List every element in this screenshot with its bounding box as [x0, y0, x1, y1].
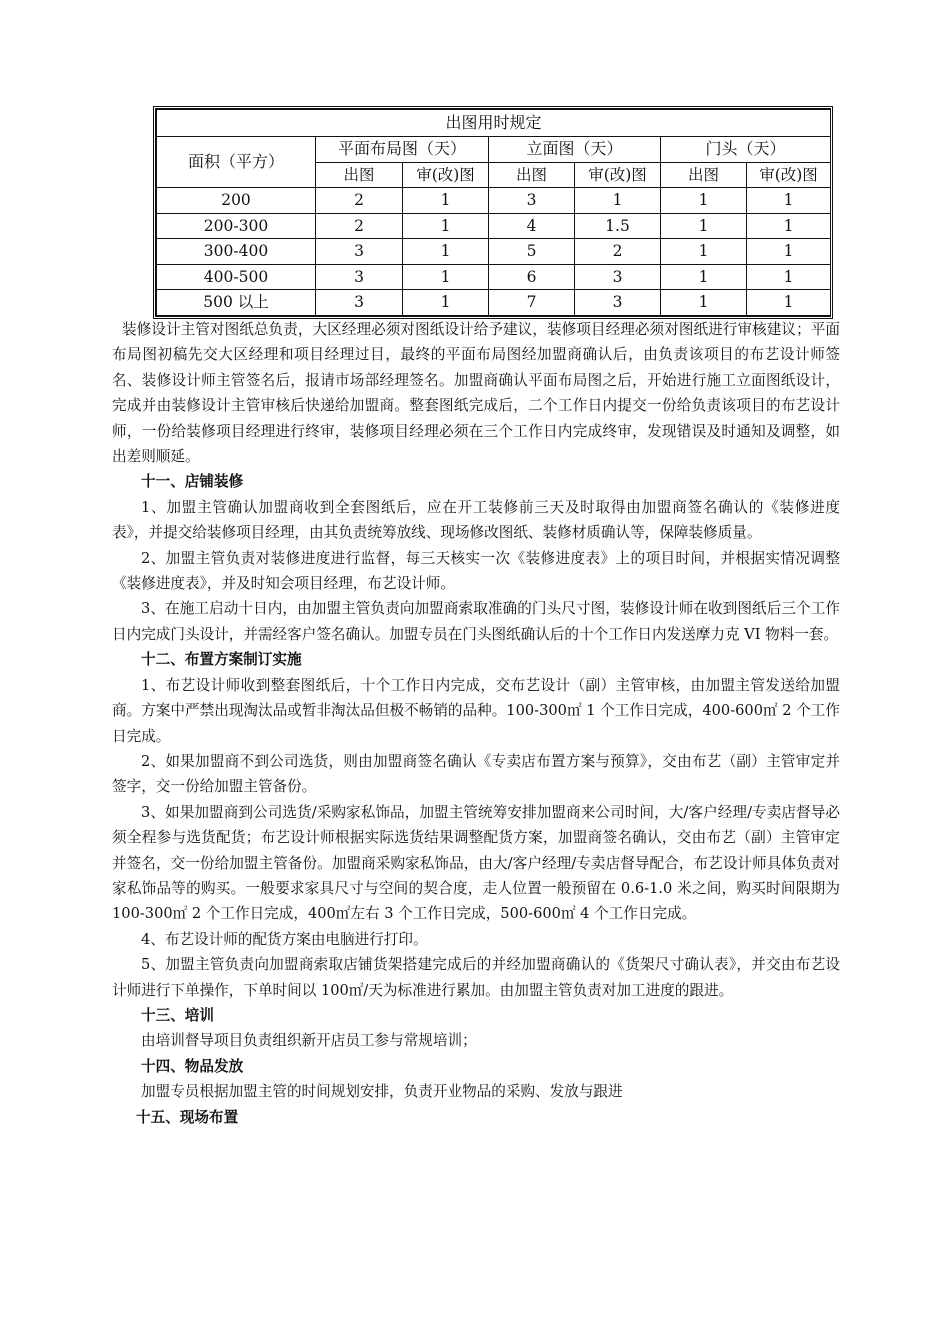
paragraph-11-1: 1、加盟主管确认加盟商收到全套图纸后，应在开工装修前三天及时取得由加盟商签名确认的《装修进度表》，并提交给装修项目经理，由其负责统筹放线、现场修改图纸、装修材质确认等，保障装修质量。	[112, 498, 840, 542]
group-header-storefront: 门头（天）	[661, 137, 831, 163]
table-cell: 1	[747, 188, 831, 214]
area-header: 面积（平方）	[157, 137, 316, 188]
table-cell: 200	[157, 188, 316, 214]
table-cell: 5	[489, 239, 575, 265]
table-cell: 1	[661, 213, 747, 239]
table-cell: 1	[747, 239, 831, 265]
table-cell: 400-500	[157, 264, 316, 290]
document-body	[112, 317, 840, 1130]
table-cell: 1	[403, 264, 489, 290]
table-row	[157, 239, 831, 265]
paragraph-14: 加盟专员根据加盟主管的时间规划安排，负责开业物品的采购、发放与跟进	[141, 1083, 623, 1101]
sub-header: 审(改)图	[575, 162, 661, 188]
sub-header: 审(改)图	[747, 162, 831, 188]
sub-header: 出图	[316, 162, 403, 188]
table-cell: 2	[316, 213, 403, 239]
section-heading-13: 十三、培训	[141, 1006, 214, 1024]
intro-paragraph: 装修设计主管对图纸总负责，大区经理必须对图纸设计给予建议，装修项目经理必须对图纸进行审核建议；平面布局图初稿先交大区经理和项目经理过目，最终的平面布局图经加盟商确认后，由负责该项目的布艺设计师签名、装修设计师主管签名后，报请市场部经理签名。加盟商确认平面布局图之后，开始进行施工立面图纸设计，完成并由装修设计主管审核后快递给加盟商。整套图纸完成后，二个工作日内提交一份给负责该项目的布艺设计师，一份给装修项目经理进行终审，装修项目经理必须在三个工作日内完成终审，发现错误及时通知及调整，如出差则顺延。	[112, 321, 840, 466]
table-cell: 6	[489, 264, 575, 290]
paragraph-12-5: 5、加盟主管负责向加盟商索取店铺货架搭建完成后的并经加盟商确认的《货架尺寸确认表》，并交由布艺设计师进行下单操作，下单时间以 100㎡/天为标准进行累加。由加盟主管负责对加工进度的跟进。	[112, 956, 840, 999]
table-cell: 3	[575, 264, 661, 290]
table-cell: 4	[489, 213, 575, 239]
paragraph-12-4: 4、布艺设计师的配货方案由电脑进行打印。	[141, 930, 428, 948]
table-cell: 1	[747, 264, 831, 290]
table-cell: 3	[489, 188, 575, 214]
table-cell: 3	[575, 290, 661, 316]
sub-header: 审(改)图	[403, 162, 489, 188]
table-cell: 3	[316, 239, 403, 265]
table-title: 出图用时规定	[157, 110, 831, 137]
table-cell: 200-300	[157, 213, 316, 239]
paragraph-11-3: 3、在施工启动十日内，由加盟主管负责向加盟商索取准确的门头尺寸图，装修设计师在收到图纸后三个工作日内完成门头设计，并需经客户签名确认。加盟专员在门头图纸确认后的十个工作日内发送摩力克 VI 物料一套。	[112, 600, 840, 643]
table-cell: 1	[575, 188, 661, 214]
table-cell: 1	[661, 290, 747, 316]
section-heading-15: 十五、现场布置	[136, 1108, 239, 1126]
table-cell: 3	[316, 264, 403, 290]
table-cell: 1.5	[575, 213, 661, 239]
table-cell: 1	[661, 239, 747, 265]
drawing-time-table	[153, 106, 833, 319]
paragraph-12-2: 2、如果加盟商不到公司选货，则由加盟商签名确认《专卖店布置方案与预算》，交由布艺（副）主管审定并签字，交一份给加盟主管备份。	[112, 752, 840, 796]
table-cell: 1	[747, 213, 831, 239]
section-heading-14: 十四、物品发放	[141, 1057, 244, 1075]
table-row	[157, 290, 831, 316]
paragraph-13: 由培训督导项目负责组织新开店员工参与常规培训；	[141, 1032, 477, 1050]
table-cell: 500 以上	[157, 290, 316, 316]
table-cell: 1	[403, 239, 489, 265]
table-cell: 1	[403, 213, 489, 239]
table-cell: 1	[403, 290, 489, 316]
table-row	[157, 213, 831, 239]
sub-header: 出图	[489, 162, 575, 188]
table-cell: 3	[316, 290, 403, 316]
table-cell: 1	[661, 188, 747, 214]
section-heading-11: 十一、店铺装修	[141, 473, 244, 491]
paragraph-11-2: 2、加盟主管负责对装修进度进行监督，每三天核实一次《装修进度表》上的项目时间，并根据实情况调整《装修进度表》，并及时知会项目经理，布艺设计师。	[112, 549, 840, 593]
paragraph-12-1: 1、布艺设计师收到整套图纸后，十个工作日内完成，交布艺设计（副）主管审核，由加盟主管发送给加盟商。方案中严禁出现淘汰品或暂非淘汰品但极不畅销的品种。100-300㎡ 1 个工作日完成，400-600㎡ 2 个工作日完成。	[112, 676, 840, 745]
table-cell: 1	[403, 188, 489, 214]
table-cell: 7	[489, 290, 575, 316]
table-cell: 300-400	[157, 239, 316, 265]
group-header-floor-plan: 平面布局图（天）	[316, 137, 489, 163]
table-row	[157, 188, 831, 214]
group-header-elevation: 立面图（天）	[489, 137, 661, 163]
paragraph-12-3: 3、如果加盟商到公司选货/采购家私饰品，加盟主管统筹安排加盟商来公司时间，大/客户经理/专卖店督导必须全程参与选货配货；布艺设计师根据实际选货结果调整配货方案，加盟商签名确认，交由布艺（副）主管审定并签名，交一份给加盟主管备份。加盟商采购家私饰品，由大/客户经理/专卖店督导配合，布艺设计师具体负责对家私饰品等的购买。一般要求家具尺寸与空间的契合度，走人位置一般预留在 0.6-1.0 米之间，购买时间限期为 100-300㎡ 2 个工作日完成，400㎡左右 3 个工作日完成，500-600㎡ 4 个工作日完成。	[112, 803, 840, 923]
table-cell: 2	[575, 239, 661, 265]
table-cell: 1	[747, 290, 831, 316]
sub-header: 出图	[661, 162, 747, 188]
table-row	[157, 264, 831, 290]
table-grid	[156, 109, 831, 316]
section-heading-12: 十二、布置方案制订实施	[141, 651, 302, 669]
table-cell: 1	[661, 264, 747, 290]
table-cell: 2	[316, 188, 403, 214]
